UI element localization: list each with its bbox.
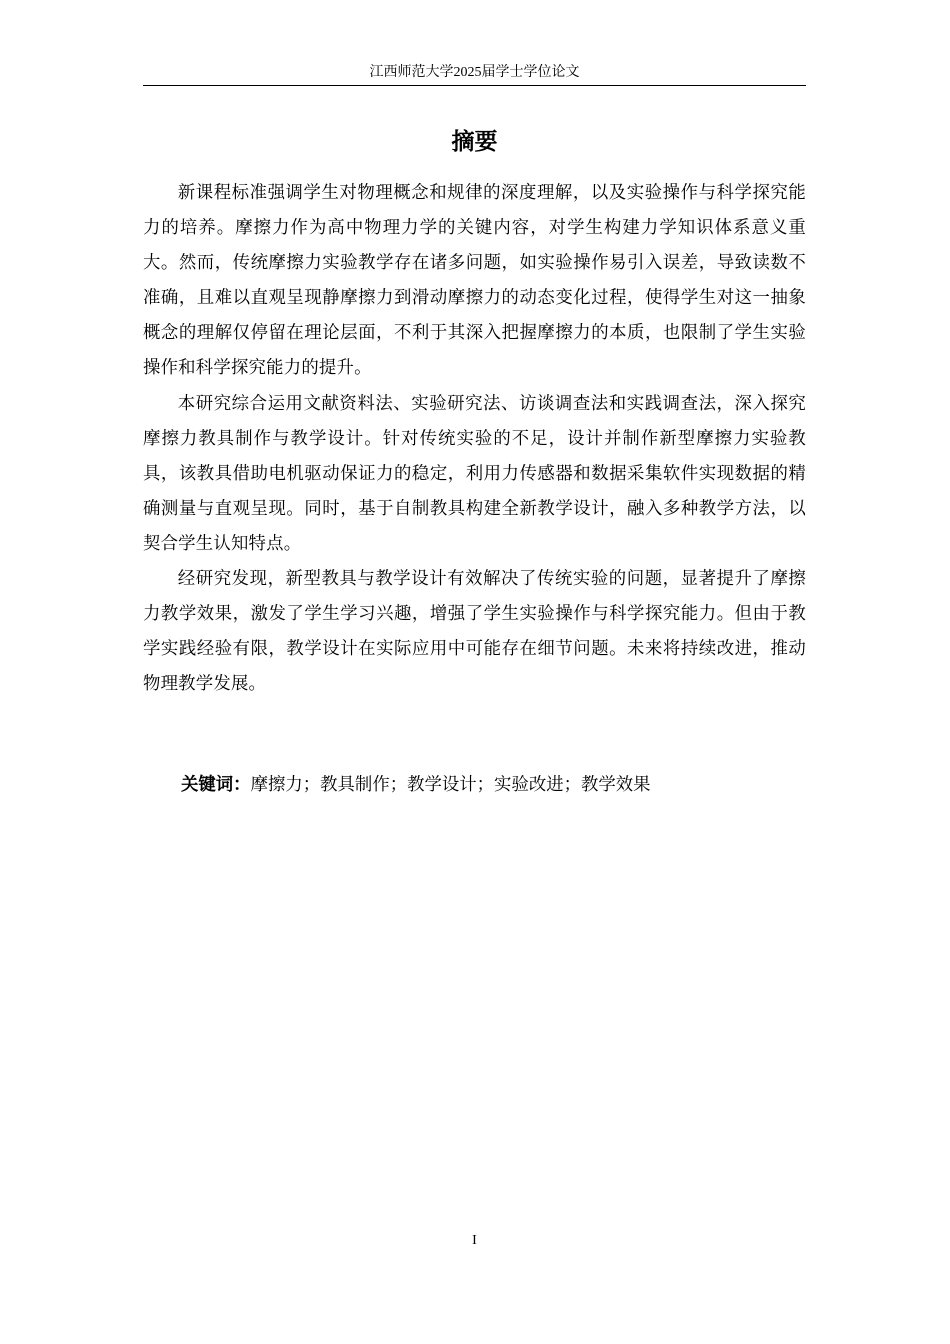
abstract-paragraph-2: 本研究综合运用文献资料法、实验研究法、访谈调查法和实践调查法，深入探究摩擦力教具制作与教学设计。针对传统实验的不足，设计并制作新型摩擦力实验教具，该教具借助电机驱动保证力的稳定，利用力传感器和数据采集软件实现数据的精确测量与直观呈现。同时，基于自制教具构建全新教学设计，融入多种教学方法，以契合学生认知特点。: [143, 393, 806, 554]
running-header: 江西师范大学2025届学士学位论文: [369, 65, 580, 80]
abstract-paragraph-3: 经研究发现，新型教具与教学设计有效解决了传统实验的问题，显著提升了摩擦力教学效果，激发了学生学习兴趣，增强了学生实验操作与科学探究能力。但由于教学实践经验有限，教学设计在实际应用中可能存在细节问题。未来将持续改进，推动物理教学发展。: [143, 569, 806, 695]
keywords-label: 关键词：: [181, 775, 251, 795]
abstract-body: [143, 176, 806, 702]
keywords-value: 摩擦力；教具制作；教学设计；实验改进；教学效果: [250, 775, 651, 795]
page-number: I: [472, 1233, 477, 1248]
keywords-line: [181, 770, 806, 800]
abstract-paragraph-1: 新课程标准强调学生对物理概念和规律的深度理解，以及实验操作与科学探究能力的培养。摩擦力作为高中物理力学的关键内容，对学生构建力学知识体系意义重大。然而，传统摩擦力实验教学存在诸多问题，如实验操作易引入误差，导致读数不准确，且难以直观呈现静摩擦力到滑动摩擦力的动态变化过程，使得学生对这一抽象概念的理解仅停留在理论层面，不利于其深入把握摩擦力的本质，也限制了学生实验操作和科学探究能力的提升。: [143, 183, 806, 379]
header-divider: [143, 85, 806, 86]
abstract-title: 摘要: [451, 129, 498, 155]
